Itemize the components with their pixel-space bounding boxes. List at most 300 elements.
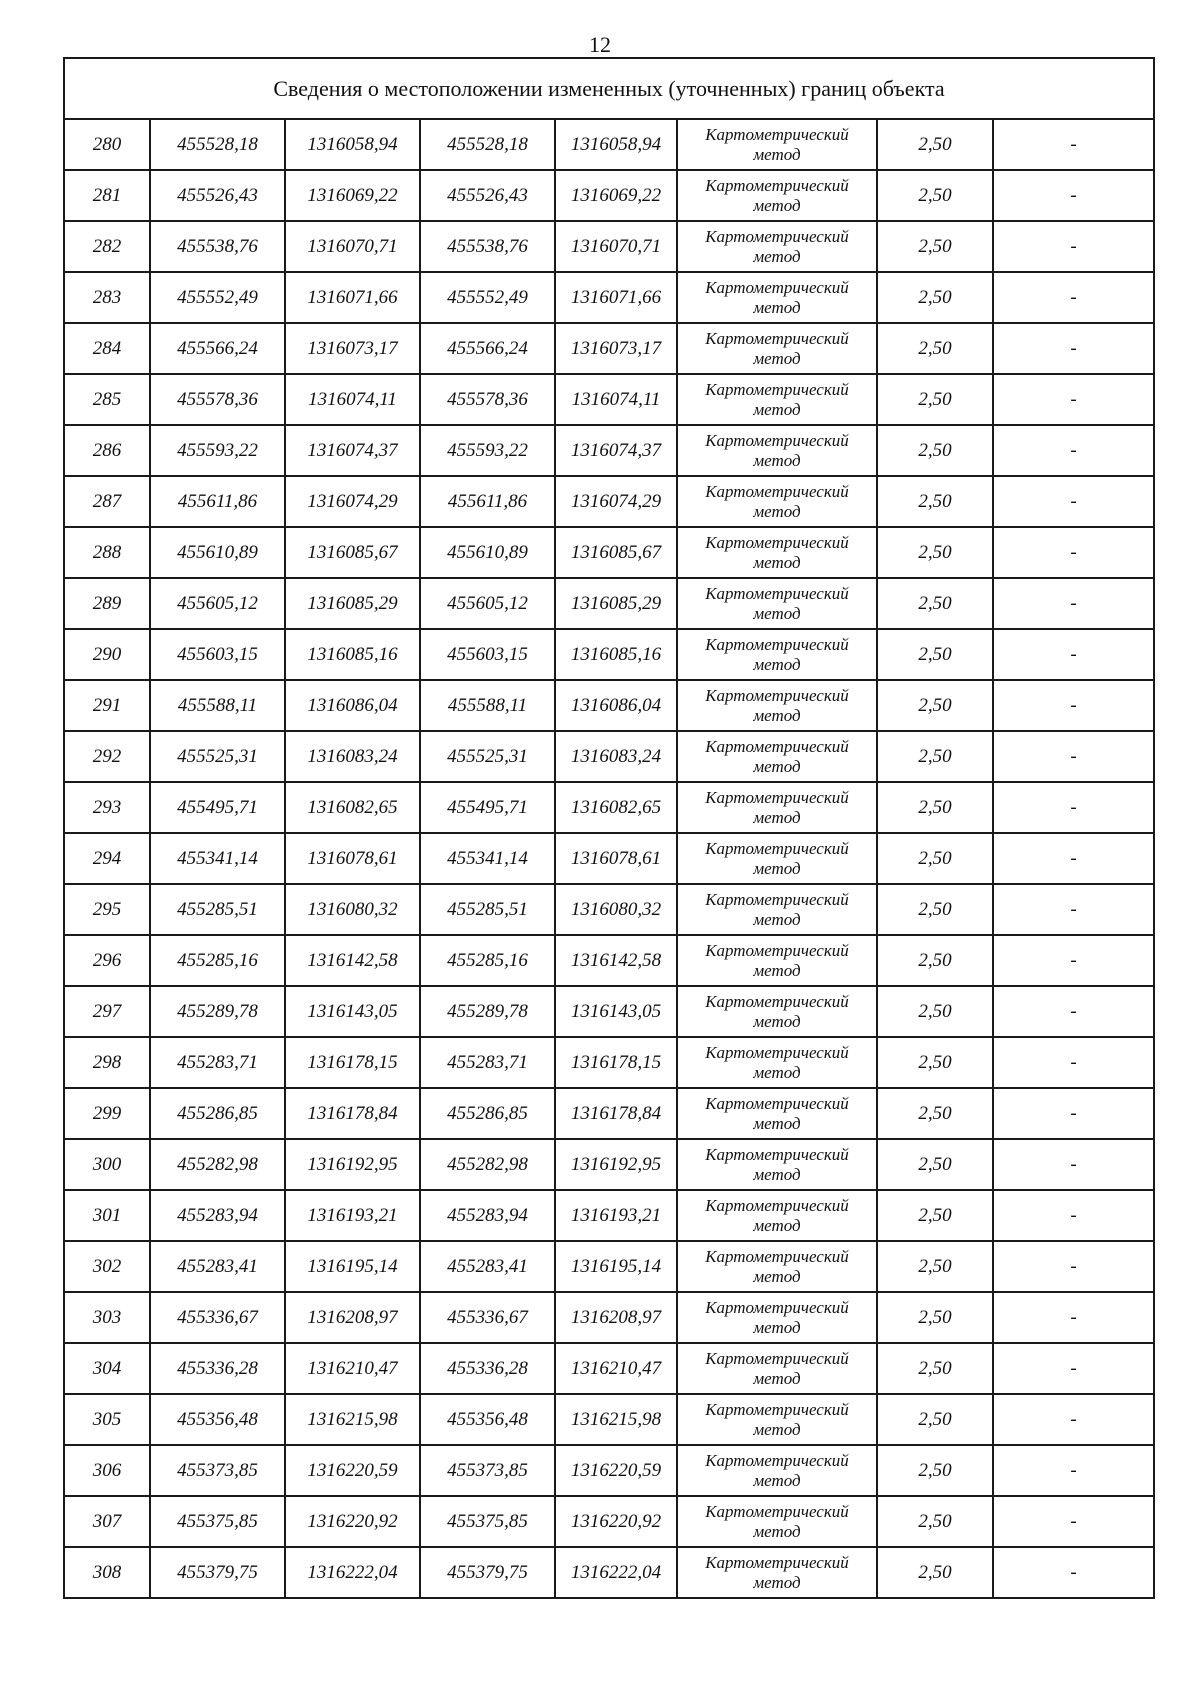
method-cell: [677, 119, 877, 170]
precision-cell: 2,50: [877, 1241, 993, 1292]
method-cell: [677, 272, 877, 323]
y-coordinate-existing-cell: 1316085,67: [285, 527, 420, 578]
method-label-line2: метод: [753, 1470, 801, 1490]
y-coordinate-existing-cell: 1316078,61: [285, 833, 420, 884]
x-coordinate-existing-cell: 455538,76: [150, 221, 285, 272]
precision-cell: 2,50: [877, 1394, 993, 1445]
y-coordinate-new-cell: 1316071,66: [555, 272, 677, 323]
method-label-line1: Картометрический: [705, 736, 849, 756]
note-cell: -: [993, 986, 1154, 1037]
precision-cell: 2,50: [877, 1343, 993, 1394]
note-cell: -: [993, 1343, 1154, 1394]
method-cell: [677, 578, 877, 629]
x-coordinate-new-cell: 455379,75: [420, 1547, 555, 1598]
y-coordinate-new-cell: 1316192,95: [555, 1139, 677, 1190]
x-coordinate-new-cell: 455283,71: [420, 1037, 555, 1088]
method-label-line1: Картометрический: [705, 1450, 849, 1470]
precision-cell: 2,50: [877, 1292, 993, 1343]
table-row: [64, 476, 1154, 527]
point-number-cell: 301: [64, 1190, 150, 1241]
precision-cell: 2,50: [877, 833, 993, 884]
method-label-line2: метод: [753, 1521, 801, 1541]
method-label-line1: Картометрический: [705, 1195, 849, 1215]
note-cell: -: [993, 935, 1154, 986]
method-label-line1: Картометрический: [705, 838, 849, 858]
note-cell: -: [993, 323, 1154, 374]
y-coordinate-existing-cell: 1316070,71: [285, 221, 420, 272]
precision-cell: 2,50: [877, 1139, 993, 1190]
x-coordinate-existing-cell: 455566,24: [150, 323, 285, 374]
x-coordinate-new-cell: 455336,28: [420, 1343, 555, 1394]
method-cell: [677, 323, 877, 374]
x-coordinate-new-cell: 455286,85: [420, 1088, 555, 1139]
y-coordinate-existing-cell: 1316083,24: [285, 731, 420, 782]
table-row: [64, 119, 1154, 170]
method-label-line1: Картометрический: [705, 634, 849, 654]
y-coordinate-existing-cell: 1316220,59: [285, 1445, 420, 1496]
method-label-line2: метод: [753, 501, 801, 521]
section-header-row: [64, 58, 1154, 119]
x-coordinate-existing-cell: 455282,98: [150, 1139, 285, 1190]
method-cell: [677, 731, 877, 782]
x-coordinate-new-cell: 455356,48: [420, 1394, 555, 1445]
point-number-cell: 282: [64, 221, 150, 272]
note-cell: -: [993, 1190, 1154, 1241]
y-coordinate-existing-cell: 1316080,32: [285, 884, 420, 935]
method-label-line2: метод: [753, 1266, 801, 1286]
x-coordinate-existing-cell: 455495,71: [150, 782, 285, 833]
precision-cell: 2,50: [877, 935, 993, 986]
precision-cell: 2,50: [877, 119, 993, 170]
point-number-cell: 290: [64, 629, 150, 680]
method-label-line2: метод: [753, 603, 801, 623]
method-cell: [677, 884, 877, 935]
method-cell: [677, 629, 877, 680]
x-coordinate-new-cell: 455289,78: [420, 986, 555, 1037]
y-coordinate-existing-cell: 1316192,95: [285, 1139, 420, 1190]
x-coordinate-existing-cell: 455283,94: [150, 1190, 285, 1241]
y-coordinate-existing-cell: 1316073,17: [285, 323, 420, 374]
note-cell: -: [993, 1496, 1154, 1547]
y-coordinate-existing-cell: 1316215,98: [285, 1394, 420, 1445]
table-row: [64, 1037, 1154, 1088]
y-coordinate-new-cell: 1316080,32: [555, 884, 677, 935]
note-cell: -: [993, 1139, 1154, 1190]
x-coordinate-new-cell: 455336,67: [420, 1292, 555, 1343]
y-coordinate-new-cell: 1316074,29: [555, 476, 677, 527]
x-coordinate-new-cell: 455283,94: [420, 1190, 555, 1241]
precision-cell: 2,50: [877, 272, 993, 323]
point-number-cell: 296: [64, 935, 150, 986]
note-cell: -: [993, 272, 1154, 323]
table-row: [64, 1496, 1154, 1547]
point-number-cell: 287: [64, 476, 150, 527]
y-coordinate-existing-cell: 1316058,94: [285, 119, 420, 170]
note-cell: -: [993, 731, 1154, 782]
method-label-line2: метод: [753, 246, 801, 266]
y-coordinate-existing-cell: 1316208,97: [285, 1292, 420, 1343]
y-coordinate-new-cell: 1316215,98: [555, 1394, 677, 1445]
point-number-cell: 304: [64, 1343, 150, 1394]
x-coordinate-new-cell: 455603,15: [420, 629, 555, 680]
y-coordinate-existing-cell: 1316193,21: [285, 1190, 420, 1241]
note-cell: -: [993, 884, 1154, 935]
method-label-line2: метод: [753, 1062, 801, 1082]
y-coordinate-new-cell: 1316070,71: [555, 221, 677, 272]
method-cell: [677, 1445, 877, 1496]
y-coordinate-new-cell: 1316178,15: [555, 1037, 677, 1088]
x-coordinate-existing-cell: 455578,36: [150, 374, 285, 425]
point-number-cell: 298: [64, 1037, 150, 1088]
y-coordinate-new-cell: 1316222,04: [555, 1547, 677, 1598]
x-coordinate-existing-cell: 455289,78: [150, 986, 285, 1037]
method-label-line1: Картометрический: [705, 940, 849, 960]
point-number-cell: 308: [64, 1547, 150, 1598]
method-label-line1: Картометрический: [705, 481, 849, 501]
method-cell: [677, 1547, 877, 1598]
precision-cell: 2,50: [877, 1190, 993, 1241]
point-number-cell: 306: [64, 1445, 150, 1496]
table-row: [64, 425, 1154, 476]
point-number-cell: 281: [64, 170, 150, 221]
y-coordinate-new-cell: 1316142,58: [555, 935, 677, 986]
method-cell: [677, 425, 877, 476]
method-label-line2: метод: [753, 1368, 801, 1388]
precision-cell: 2,50: [877, 884, 993, 935]
table-row: [64, 884, 1154, 935]
precision-cell: 2,50: [877, 527, 993, 578]
method-label-line1: Картометрический: [705, 1552, 849, 1572]
method-cell: [677, 476, 877, 527]
y-coordinate-new-cell: 1316195,14: [555, 1241, 677, 1292]
method-cell: [677, 1190, 877, 1241]
method-cell: [677, 1088, 877, 1139]
method-label-line2: метод: [753, 807, 801, 827]
method-label-line2: метод: [753, 756, 801, 776]
method-cell: [677, 935, 877, 986]
table-row: [64, 374, 1154, 425]
x-coordinate-existing-cell: 455611,86: [150, 476, 285, 527]
x-coordinate-existing-cell: 455593,22: [150, 425, 285, 476]
point-number-cell: 283: [64, 272, 150, 323]
x-coordinate-existing-cell: 455379,75: [150, 1547, 285, 1598]
point-number-cell: 292: [64, 731, 150, 782]
y-coordinate-new-cell: 1316069,22: [555, 170, 677, 221]
precision-cell: 2,50: [877, 1445, 993, 1496]
method-cell: [677, 1292, 877, 1343]
note-cell: -: [993, 425, 1154, 476]
table-row: [64, 782, 1154, 833]
method-label-line1: Картометрический: [705, 277, 849, 297]
method-cell: [677, 221, 877, 272]
boundary-coordinates-table: [63, 57, 1155, 1599]
x-coordinate-existing-cell: 455286,85: [150, 1088, 285, 1139]
point-number-cell: 305: [64, 1394, 150, 1445]
table-row: [64, 272, 1154, 323]
precision-cell: 2,50: [877, 1547, 993, 1598]
x-coordinate-new-cell: 455578,36: [420, 374, 555, 425]
y-coordinate-new-cell: 1316210,47: [555, 1343, 677, 1394]
y-coordinate-existing-cell: 1316085,29: [285, 578, 420, 629]
x-coordinate-new-cell: 455552,49: [420, 272, 555, 323]
point-number-cell: 288: [64, 527, 150, 578]
x-coordinate-existing-cell: 455603,15: [150, 629, 285, 680]
x-coordinate-existing-cell: 455375,85: [150, 1496, 285, 1547]
method-cell: [677, 1139, 877, 1190]
method-label-line1: Картометрический: [705, 787, 849, 807]
method-cell: [677, 782, 877, 833]
precision-cell: 2,50: [877, 425, 993, 476]
table-row: [64, 629, 1154, 680]
x-coordinate-new-cell: 455588,11: [420, 680, 555, 731]
y-coordinate-existing-cell: 1316082,65: [285, 782, 420, 833]
y-coordinate-new-cell: 1316058,94: [555, 119, 677, 170]
point-number-cell: 302: [64, 1241, 150, 1292]
y-coordinate-new-cell: 1316074,37: [555, 425, 677, 476]
note-cell: -: [993, 170, 1154, 221]
method-label-line1: Картометрический: [705, 1348, 849, 1368]
method-cell: [677, 1241, 877, 1292]
precision-cell: 2,50: [877, 1037, 993, 1088]
method-label-line1: Картометрический: [705, 1399, 849, 1419]
precision-cell: 2,50: [877, 680, 993, 731]
method-cell: [677, 527, 877, 578]
page-number: 12: [589, 32, 611, 57]
method-label-line2: метод: [753, 1011, 801, 1031]
y-coordinate-new-cell: 1316208,97: [555, 1292, 677, 1343]
note-cell: -: [993, 680, 1154, 731]
method-label-line2: метод: [753, 1419, 801, 1439]
table-row: [64, 680, 1154, 731]
point-number-cell: 286: [64, 425, 150, 476]
point-number-cell: 291: [64, 680, 150, 731]
method-label-line1: Картометрический: [705, 1042, 849, 1062]
method-label-line2: метод: [753, 858, 801, 878]
method-label-line2: метод: [753, 705, 801, 725]
y-coordinate-existing-cell: 1316220,92: [285, 1496, 420, 1547]
method-label-line2: метод: [753, 450, 801, 470]
method-cell: [677, 833, 877, 884]
table-row: [64, 833, 1154, 884]
method-cell: [677, 1037, 877, 1088]
method-label-line2: метод: [753, 348, 801, 368]
point-number-cell: 294: [64, 833, 150, 884]
method-label-line1: Картометрический: [705, 991, 849, 1011]
note-cell: -: [993, 221, 1154, 272]
point-number-cell: 299: [64, 1088, 150, 1139]
method-label-line1: Картометрический: [705, 583, 849, 603]
y-coordinate-new-cell: 1316085,16: [555, 629, 677, 680]
precision-cell: 2,50: [877, 782, 993, 833]
y-coordinate-new-cell: 1316086,04: [555, 680, 677, 731]
x-coordinate-existing-cell: 455610,89: [150, 527, 285, 578]
x-coordinate-new-cell: 455285,16: [420, 935, 555, 986]
y-coordinate-new-cell: 1316193,21: [555, 1190, 677, 1241]
precision-cell: 2,50: [877, 476, 993, 527]
x-coordinate-new-cell: 455373,85: [420, 1445, 555, 1496]
x-coordinate-new-cell: 455283,41: [420, 1241, 555, 1292]
method-label-line2: метод: [753, 1572, 801, 1592]
precision-cell: 2,50: [877, 323, 993, 374]
method-label-line2: метод: [753, 552, 801, 572]
method-label-line1: Картометрический: [705, 328, 849, 348]
method-label-line2: метод: [753, 654, 801, 674]
method-label-line2: метод: [753, 144, 801, 164]
note-cell: -: [993, 578, 1154, 629]
note-cell: -: [993, 374, 1154, 425]
precision-cell: 2,50: [877, 374, 993, 425]
x-coordinate-new-cell: 455495,71: [420, 782, 555, 833]
x-coordinate-new-cell: 455375,85: [420, 1496, 555, 1547]
method-label-line1: Картометрический: [705, 889, 849, 909]
table-row: [64, 1292, 1154, 1343]
table-row: [64, 1139, 1154, 1190]
method-label-line1: Картометрический: [705, 379, 849, 399]
method-label-line2: метод: [753, 1164, 801, 1184]
method-label-line2: метод: [753, 909, 801, 929]
table-row: [64, 1547, 1154, 1598]
y-coordinate-existing-cell: 1316143,05: [285, 986, 420, 1037]
method-label-line2: метод: [753, 1215, 801, 1235]
method-label-line1: Картометрический: [705, 532, 849, 552]
x-coordinate-existing-cell: 455336,67: [150, 1292, 285, 1343]
x-coordinate-existing-cell: 455283,41: [150, 1241, 285, 1292]
point-number-cell: 303: [64, 1292, 150, 1343]
table-row: [64, 323, 1154, 374]
point-number-cell: 293: [64, 782, 150, 833]
note-cell: -: [993, 629, 1154, 680]
y-coordinate-new-cell: 1316083,24: [555, 731, 677, 782]
y-coordinate-new-cell: 1316082,65: [555, 782, 677, 833]
y-coordinate-existing-cell: 1316178,15: [285, 1037, 420, 1088]
y-coordinate-existing-cell: 1316071,66: [285, 272, 420, 323]
method-cell: [677, 1394, 877, 1445]
y-coordinate-existing-cell: 1316074,37: [285, 425, 420, 476]
note-cell: -: [993, 1292, 1154, 1343]
y-coordinate-new-cell: 1316143,05: [555, 986, 677, 1037]
x-coordinate-existing-cell: 455552,49: [150, 272, 285, 323]
precision-cell: 2,50: [877, 629, 993, 680]
y-coordinate-new-cell: 1316085,29: [555, 578, 677, 629]
x-coordinate-new-cell: 455610,89: [420, 527, 555, 578]
method-cell: [677, 680, 877, 731]
method-label-line1: Картометрический: [705, 1093, 849, 1113]
x-coordinate-existing-cell: 455605,12: [150, 578, 285, 629]
precision-cell: 2,50: [877, 170, 993, 221]
table-row: [64, 1088, 1154, 1139]
y-coordinate-new-cell: 1316178,84: [555, 1088, 677, 1139]
y-coordinate-existing-cell: 1316142,58: [285, 935, 420, 986]
precision-cell: 2,50: [877, 221, 993, 272]
x-coordinate-existing-cell: 455336,28: [150, 1343, 285, 1394]
table-row: [64, 731, 1154, 782]
x-coordinate-new-cell: 455566,24: [420, 323, 555, 374]
y-coordinate-existing-cell: 1316195,14: [285, 1241, 420, 1292]
y-coordinate-existing-cell: 1316069,22: [285, 170, 420, 221]
note-cell: -: [993, 1241, 1154, 1292]
y-coordinate-existing-cell: 1316085,16: [285, 629, 420, 680]
method-cell: [677, 1496, 877, 1547]
x-coordinate-new-cell: 455605,12: [420, 578, 555, 629]
x-coordinate-existing-cell: 455341,14: [150, 833, 285, 884]
y-coordinate-new-cell: 1316085,67: [555, 527, 677, 578]
x-coordinate-existing-cell: 455525,31: [150, 731, 285, 782]
point-number-cell: 285: [64, 374, 150, 425]
note-cell: -: [993, 1037, 1154, 1088]
x-coordinate-new-cell: 455611,86: [420, 476, 555, 527]
x-coordinate-existing-cell: 455283,71: [150, 1037, 285, 1088]
y-coordinate-new-cell: 1316073,17: [555, 323, 677, 374]
table-row: [64, 1241, 1154, 1292]
x-coordinate-new-cell: 455526,43: [420, 170, 555, 221]
note-cell: -: [993, 1547, 1154, 1598]
table-row: [64, 986, 1154, 1037]
table-row: [64, 1394, 1154, 1445]
note-cell: -: [993, 833, 1154, 884]
method-cell: [677, 170, 877, 221]
section-title: Сведения о местоположении измененных (уточненных) границ объекта: [64, 58, 1154, 119]
y-coordinate-new-cell: 1316078,61: [555, 833, 677, 884]
point-number-cell: 284: [64, 323, 150, 374]
x-coordinate-new-cell: 455593,22: [420, 425, 555, 476]
method-label-line1: Картометрический: [705, 226, 849, 246]
x-coordinate-existing-cell: 455526,43: [150, 170, 285, 221]
table-row: [64, 1190, 1154, 1241]
method-label-line1: Картометрический: [705, 1501, 849, 1521]
note-cell: -: [993, 527, 1154, 578]
x-coordinate-new-cell: 455282,98: [420, 1139, 555, 1190]
y-coordinate-new-cell: 1316220,92: [555, 1496, 677, 1547]
table-row: [64, 578, 1154, 629]
x-coordinate-new-cell: 455538,76: [420, 221, 555, 272]
method-label-line2: метод: [753, 1317, 801, 1337]
method-label-line2: метод: [753, 1113, 801, 1133]
x-coordinate-existing-cell: 455588,11: [150, 680, 285, 731]
method-label-line2: метод: [753, 297, 801, 317]
precision-cell: 2,50: [877, 1088, 993, 1139]
precision-cell: 2,50: [877, 578, 993, 629]
y-coordinate-existing-cell: 1316074,11: [285, 374, 420, 425]
table-row: [64, 527, 1154, 578]
note-cell: -: [993, 119, 1154, 170]
method-label-line2: метод: [753, 960, 801, 980]
table-row: [64, 221, 1154, 272]
point-number-cell: 289: [64, 578, 150, 629]
y-coordinate-new-cell: 1316220,59: [555, 1445, 677, 1496]
method-label-line2: метод: [753, 195, 801, 215]
x-coordinate-existing-cell: 455285,51: [150, 884, 285, 935]
method-label-line1: Картометрический: [705, 430, 849, 450]
x-coordinate-existing-cell: 455373,85: [150, 1445, 285, 1496]
point-number-cell: 295: [64, 884, 150, 935]
x-coordinate-new-cell: 455528,18: [420, 119, 555, 170]
table-row: [64, 170, 1154, 221]
table-row: [64, 935, 1154, 986]
y-coordinate-existing-cell: 1316074,29: [285, 476, 420, 527]
precision-cell: 2,50: [877, 1496, 993, 1547]
precision-cell: 2,50: [877, 986, 993, 1037]
method-label-line2: метод: [753, 399, 801, 419]
y-coordinate-existing-cell: 1316178,84: [285, 1088, 420, 1139]
method-cell: [677, 374, 877, 425]
method-label-line1: Картометрический: [705, 685, 849, 705]
point-number-cell: 297: [64, 986, 150, 1037]
table-body: [64, 58, 1154, 1598]
note-cell: -: [993, 1088, 1154, 1139]
note-cell: -: [993, 476, 1154, 527]
method-label-line1: Картометрический: [705, 1246, 849, 1266]
y-coordinate-new-cell: 1316074,11: [555, 374, 677, 425]
